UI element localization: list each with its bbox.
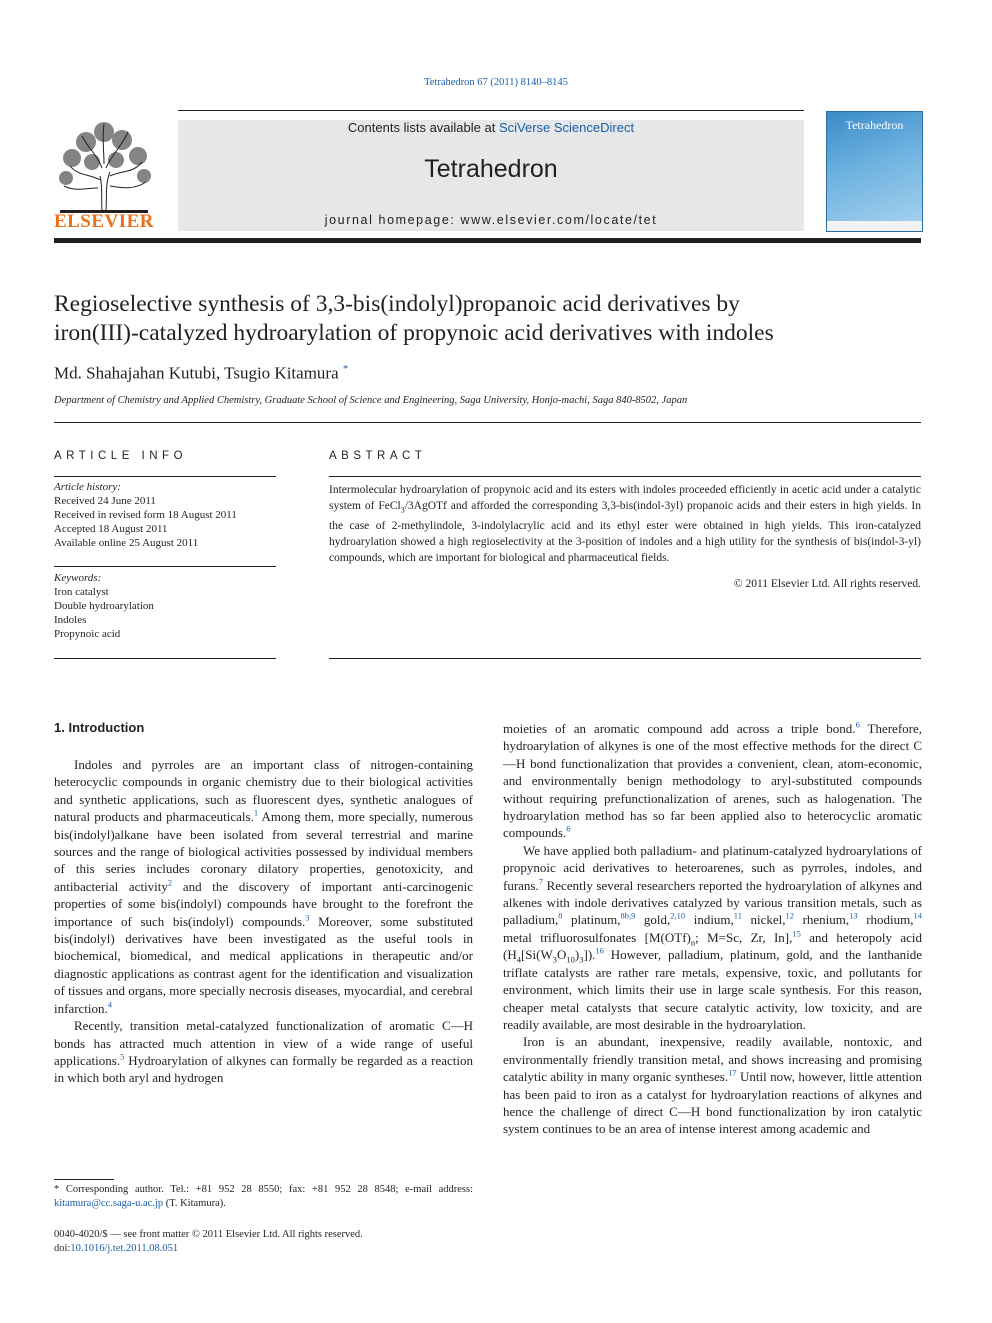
header-top-rule — [178, 110, 804, 111]
history-item: Accepted 18 August 2011 — [54, 523, 168, 535]
author-list — [54, 363, 348, 384]
footnote-text: * Corresponding author. Tel.: +81 952 28 8550; fax: +81 952 28 8548; e-mail address: — [54, 1184, 473, 1195]
abstract-text: Intermolecular hydroarylation of propynoic acid and its esters with indoles proceeded efficiently in acetic acid under a catalytic system of FeCl$_3$/3AgOTf and afforded the corresponding 3,3-bis(indol-3yl) propanoic acids and their esters in high yields. In the case of 2-methylindole, 3-indolylacrylic acid and its ethyl ester were obtained in high yields. This iron-catalyzed hydroarylation showed a high regioselectivity at the 3-position of indoles and a high utility for the synthesis of bis(indol-3-yl) compounds, which are important for biological and pharmaceutical fields. — [329, 484, 922, 565]
issn-block — [54, 1228, 363, 1256]
article-info-rule — [54, 476, 276, 477]
keywords-label: Keywords: — [54, 572, 102, 584]
paragraph: We have applied both palladium- and platinum-catalyzed hydroarylations of propynoic acid derivatives to heteroarenes, such as pyrroles, indoles, and furans.$^7$ Recently several researchers reported the hydroarylation of alkynes and alkenes with indole derivatives catalyzed by various transition metals, such as palladium,$^8$ platinum,$^{8b,9}$ gold,$^{2,10}$ indium,$^{11}$ nickel,$^{12}$ rhenium,$^{13}$ rhodium,$^{14}$ metal trifluorosulfonates [$M(OTf)_n$; M=Sc, Zr, In],$^{15}$ and heteropoly acid $(H_4[Si(W_3O_{10})_3]).^{16}$ However, palladium, platinum, gold, and the lanthanide triflate catalysts are rather rare metals, expensive, toxic, and pollutants for environment, which limits their use in large scale synthesis. For this reason, cheaper metal catalysts that secure catalytic activity, low toxicity, and are readily available, are most desirable in the hydroarylation. — [503, 842, 922, 1032]
article-history — [54, 480, 276, 550]
history-item: Received 24 June 2011 — [54, 495, 156, 507]
sciencedirect-link[interactable]: SciVerse ScienceDirect — [498, 120, 635, 135]
header-thick-rule — [54, 238, 921, 243]
cover-title: Tetrahedron — [845, 118, 904, 132]
title-line-2: iron(III)-catalyzed hydroarylation of propynoic acid derivatives with indoles — [54, 320, 774, 346]
doi-line — [54, 1242, 363, 1256]
paragraph: Iron is an abundant, inexpensive, readily available, nontoxic, and environmentally friendly transition metal, and shows increasing and promising catalytic ability in many organic syntheses.$^{17}$ Until now, however, little attention has been paid to iron as a catalyst for hydroarylation reactions of alkynes and hence the challenge of direct C—H bond functionalization by iron catalytic system continues to be an area of intense interest among academic and — [503, 1034, 922, 1137]
journal-homepage[interactable]: journal homepage: www.elsevier.com/locate/tet — [324, 213, 658, 227]
abstract-heading: ABSTRACT — [329, 450, 427, 462]
contents-prefix: Contents lists available at — [347, 120, 499, 135]
body-column-right — [503, 720, 922, 1138]
article-title — [54, 290, 914, 348]
body-column-left — [54, 756, 473, 1087]
author-email-link[interactable]: kitamura@cc.saga-u.ac.jp — [54, 1198, 164, 1209]
authors-text: Md. Shahajahan Kutubi, Tsugio Kitamura — [54, 363, 339, 383]
journal-cover-image — [826, 111, 923, 232]
affiliation-rule — [54, 422, 921, 423]
affiliation: Department of Chemistry and Applied Chemistry, Graduate School of Science and Engineering, Saga University, Honjo-machi, Saga 840-8502, Japan — [54, 395, 688, 406]
title-line-1: Regioselective synthesis of 3,3-bis(indolyl)propanoic acid derivatives by — [54, 291, 740, 317]
history-item: Available online 25 August 2011 — [54, 537, 199, 549]
elsevier-wordmark: ELSEVIER — [53, 211, 155, 232]
abstract-rule — [329, 476, 921, 477]
history-label: Article history: — [54, 481, 121, 493]
keywords-block — [54, 571, 276, 641]
paragraph: moieties of an aromatic compound add across a triple bond.$^6$ Therefore, hydroarylation of alkynes is one of the most effective methods for the direct C—H bond functionalization that provides a convenient, clean, atom-economic, and environmentally benign methodology to aryl-substituted compounds without requiring prefunctionalization of arenes, such as halogenation. The hydroarylation method has so far been applied also to heterocyclic aromatic compounds.$^6$ — [503, 719, 922, 841]
abstract-copyright: © 2011 Elsevier Ltd. All rights reserved. — [733, 578, 921, 590]
keyword-item: Double hydroarylation — [54, 600, 154, 612]
contents-line — [178, 120, 804, 135]
corresponding-author-mark[interactable]: * — [342, 363, 349, 375]
journal-name: Tetrahedron — [424, 155, 558, 183]
paragraph: Recently, transition metal-catalyzed functionalization of aromatic C—H bonds has attracted much attention in view of a wide range of useful applications.$^5$ Hydroarylation of alkynes can formally be regarded as a reaction in which both aryl and hydrogen — [54, 1018, 473, 1086]
abstract-bottom-rule — [329, 658, 921, 659]
cover-bottom-strip — [827, 221, 922, 231]
info-bottom-rule — [54, 658, 276, 659]
keyword-item: Iron catalyst — [54, 586, 109, 598]
history-item: Received in revised form 18 August 2011 — [54, 509, 237, 521]
keyword-item: Indoles — [54, 614, 87, 626]
footnote-suffix: (T. Kitamura). — [163, 1198, 226, 1209]
journal-citation[interactable]: Tetrahedron 67 (2011) 8140–8145 — [424, 77, 568, 88]
paragraph: Indoles and pyrroles are an important class of nitrogen-containing heterocyclic compounds in organic chemistry due to their biological activities and synthetic applications, such as fluorescent dyes, synthetic analogues of natural products and pharmaceuticals.$^1$ Among them, more specially, numerous bis(indolyl)alkane have been isolated from several terrestrial and marine sources and the range of biological activities possessed by individual members of this series includes coronary dilatory properties, genotoxicity, and antibacterial activity$^2$ and the discovery of important anti-carcinogenic properties of some bis(indolyl) compounds have brought to the forefront the importance of such bis(indolyl) compounds.$^3$ Moreover, some substituted bis(indolyl) derivatives have been investigated as the useful tools in biochemical, biomedical, and medical applications in therapeutic and/or diagnostic applications as contrast agent for the identification and visualization of tissues and organs, more specially necrosis diseases, myocardial, and cerebral infarction.$^4$ — [54, 757, 473, 1016]
doi-label: doi: — [54, 1243, 71, 1254]
issn-line: 0040-4020/$ — see front matter © 2011 Elsevier Ltd. All rights reserved. — [54, 1229, 363, 1240]
article-info-heading: ARTICLE INFO — [54, 450, 188, 462]
abstract-part-1: Intermolecular hydroarylation of propynoic acid and its esters with indoles proceeded efficiently in acetic acid under a catalytic system of FeCl — [329, 484, 921, 512]
keyword-item: Propynoic acid — [54, 628, 121, 640]
footnote-rule — [54, 1179, 114, 1180]
introduction-heading: 1. Introduction — [54, 720, 145, 735]
abstract-part-2: /3AgOTf and afforded the corresponding 3,3-bis(indol-3yl) propanoic acids and their esters in high yields. In the case of 2-methylindole, 3-indolylacrylic acid and its ethyl ester were obtained in high yields. This iron-catalyzed hydroarylation showed a high regioselectivity at the 3-position of indoles and a high utility for the synthesis of bis(indol-3-yl) compounds, which are important for biological and pharmaceutical fields. — [329, 500, 922, 565]
doi-link[interactable]: 10.1016/j.tet.2011.08.051 — [70, 1243, 179, 1254]
keywords-rule — [54, 566, 276, 567]
corresponding-author-footnote — [54, 1183, 473, 1211]
